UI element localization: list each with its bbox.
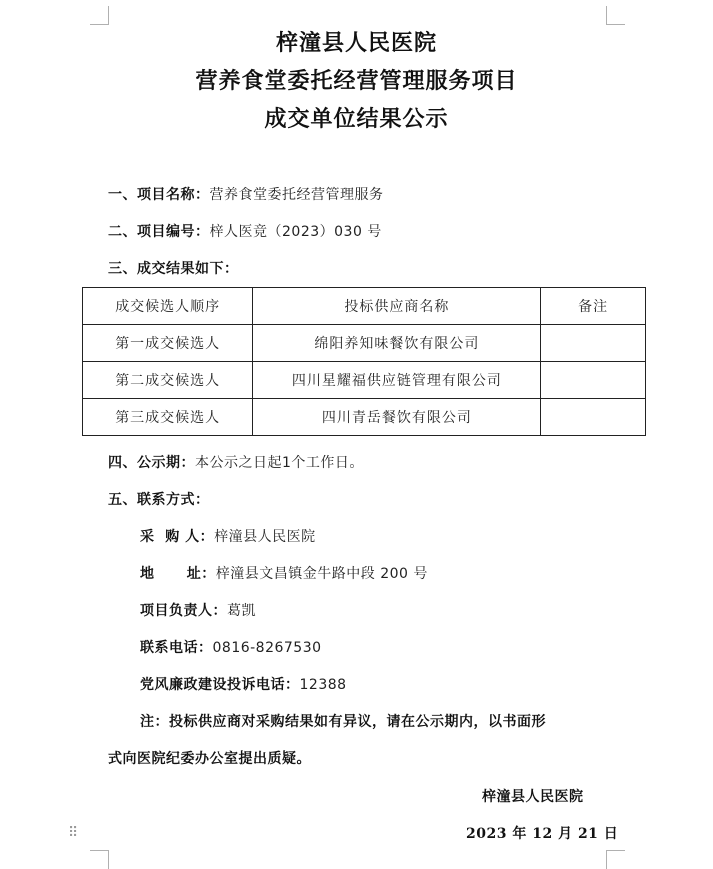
project-number-label: 二、项目编号： (108, 224, 210, 240)
page-corner-mark-bottom-right (606, 850, 625, 869)
project-number-line (108, 221, 382, 241)
row-supplier: 绵阳养知味餐饮有限公司 (253, 325, 541, 362)
table-row (83, 399, 646, 436)
project-name-line (108, 184, 384, 204)
project-number-value: 梓人医竞（2023）030 号 (209, 224, 382, 240)
header-note: 备注 (541, 288, 646, 325)
phone-value: 0816-8267530 (212, 640, 322, 656)
objection-note-line1: 注：投标供应商对采购结果如有异议，请在公示期内，以书面形 (140, 714, 546, 730)
purchaser-value: 梓潼县人民医院 (214, 529, 316, 545)
title-hospital: 梓潼县人民医院 (275, 30, 437, 56)
header-supplier: 投标供应商名称 (253, 288, 541, 325)
table-header-row (83, 288, 646, 325)
signature-org: 梓潼县人民医院 (482, 789, 584, 805)
row-supplier: 四川青岳餐饮有限公司 (253, 399, 541, 436)
signature-date: 2023 年 12 月 21 日 (466, 826, 619, 842)
header-order: 成交候选人顺序 (83, 288, 253, 325)
complaint-value: 12388 (299, 677, 347, 693)
address-value: 梓潼县文昌镇金牛路中段 200 号 (215, 566, 428, 582)
complaint-label: 党风廉政建设投诉电话： (140, 677, 300, 693)
result-table (82, 287, 646, 436)
row-note (541, 325, 646, 362)
address-label: 地 址： (140, 566, 216, 582)
table-row (83, 325, 646, 362)
project-name-label: 一、项目名称： (108, 187, 210, 203)
publicity-period-line (108, 452, 364, 472)
manager-line (140, 600, 256, 620)
purchaser-label: 采 购 人： (140, 529, 215, 545)
contact-heading-line (108, 489, 210, 509)
page-corner-mark-top-left (90, 6, 109, 25)
objection-note-line2: 式向医院纪委办公室提出质疑。 (108, 751, 311, 767)
page-corner-mark-bottom-left (90, 850, 109, 869)
address-line (140, 563, 428, 583)
drag-handle-icon[interactable]: ⠿ (68, 825, 79, 841)
manager-value: 葛凯 (227, 603, 256, 619)
complaint-line (140, 674, 347, 694)
page-corner-mark-top-right (606, 6, 625, 25)
result-heading: 三、成交结果如下： (108, 261, 239, 277)
publicity-period-label: 四、公示期： (108, 455, 195, 471)
row-order: 第一成交候选人 (83, 325, 253, 362)
row-note (541, 362, 646, 399)
publicity-period-value: 本公示之日起1个工作日。 (195, 455, 364, 471)
contact-heading: 五、联系方式： (108, 492, 210, 508)
result-heading-line (108, 258, 239, 278)
row-order: 第三成交候选人 (83, 399, 253, 436)
row-supplier: 四川星耀福供应链管理有限公司 (253, 362, 541, 399)
row-note (541, 399, 646, 436)
phone-label: 联系电话： (140, 640, 213, 656)
project-name-value: 营养食堂委托经营管理服务 (209, 187, 384, 203)
title-project: 营养食堂委托经营管理服务项目 (195, 68, 518, 94)
manager-label: 项目负责人： (140, 603, 227, 619)
row-order: 第二成交候选人 (83, 362, 253, 399)
purchaser-line (140, 526, 316, 546)
phone-line (140, 637, 322, 657)
table-row (83, 362, 646, 399)
title-announcement: 成交单位结果公示 (264, 106, 449, 132)
